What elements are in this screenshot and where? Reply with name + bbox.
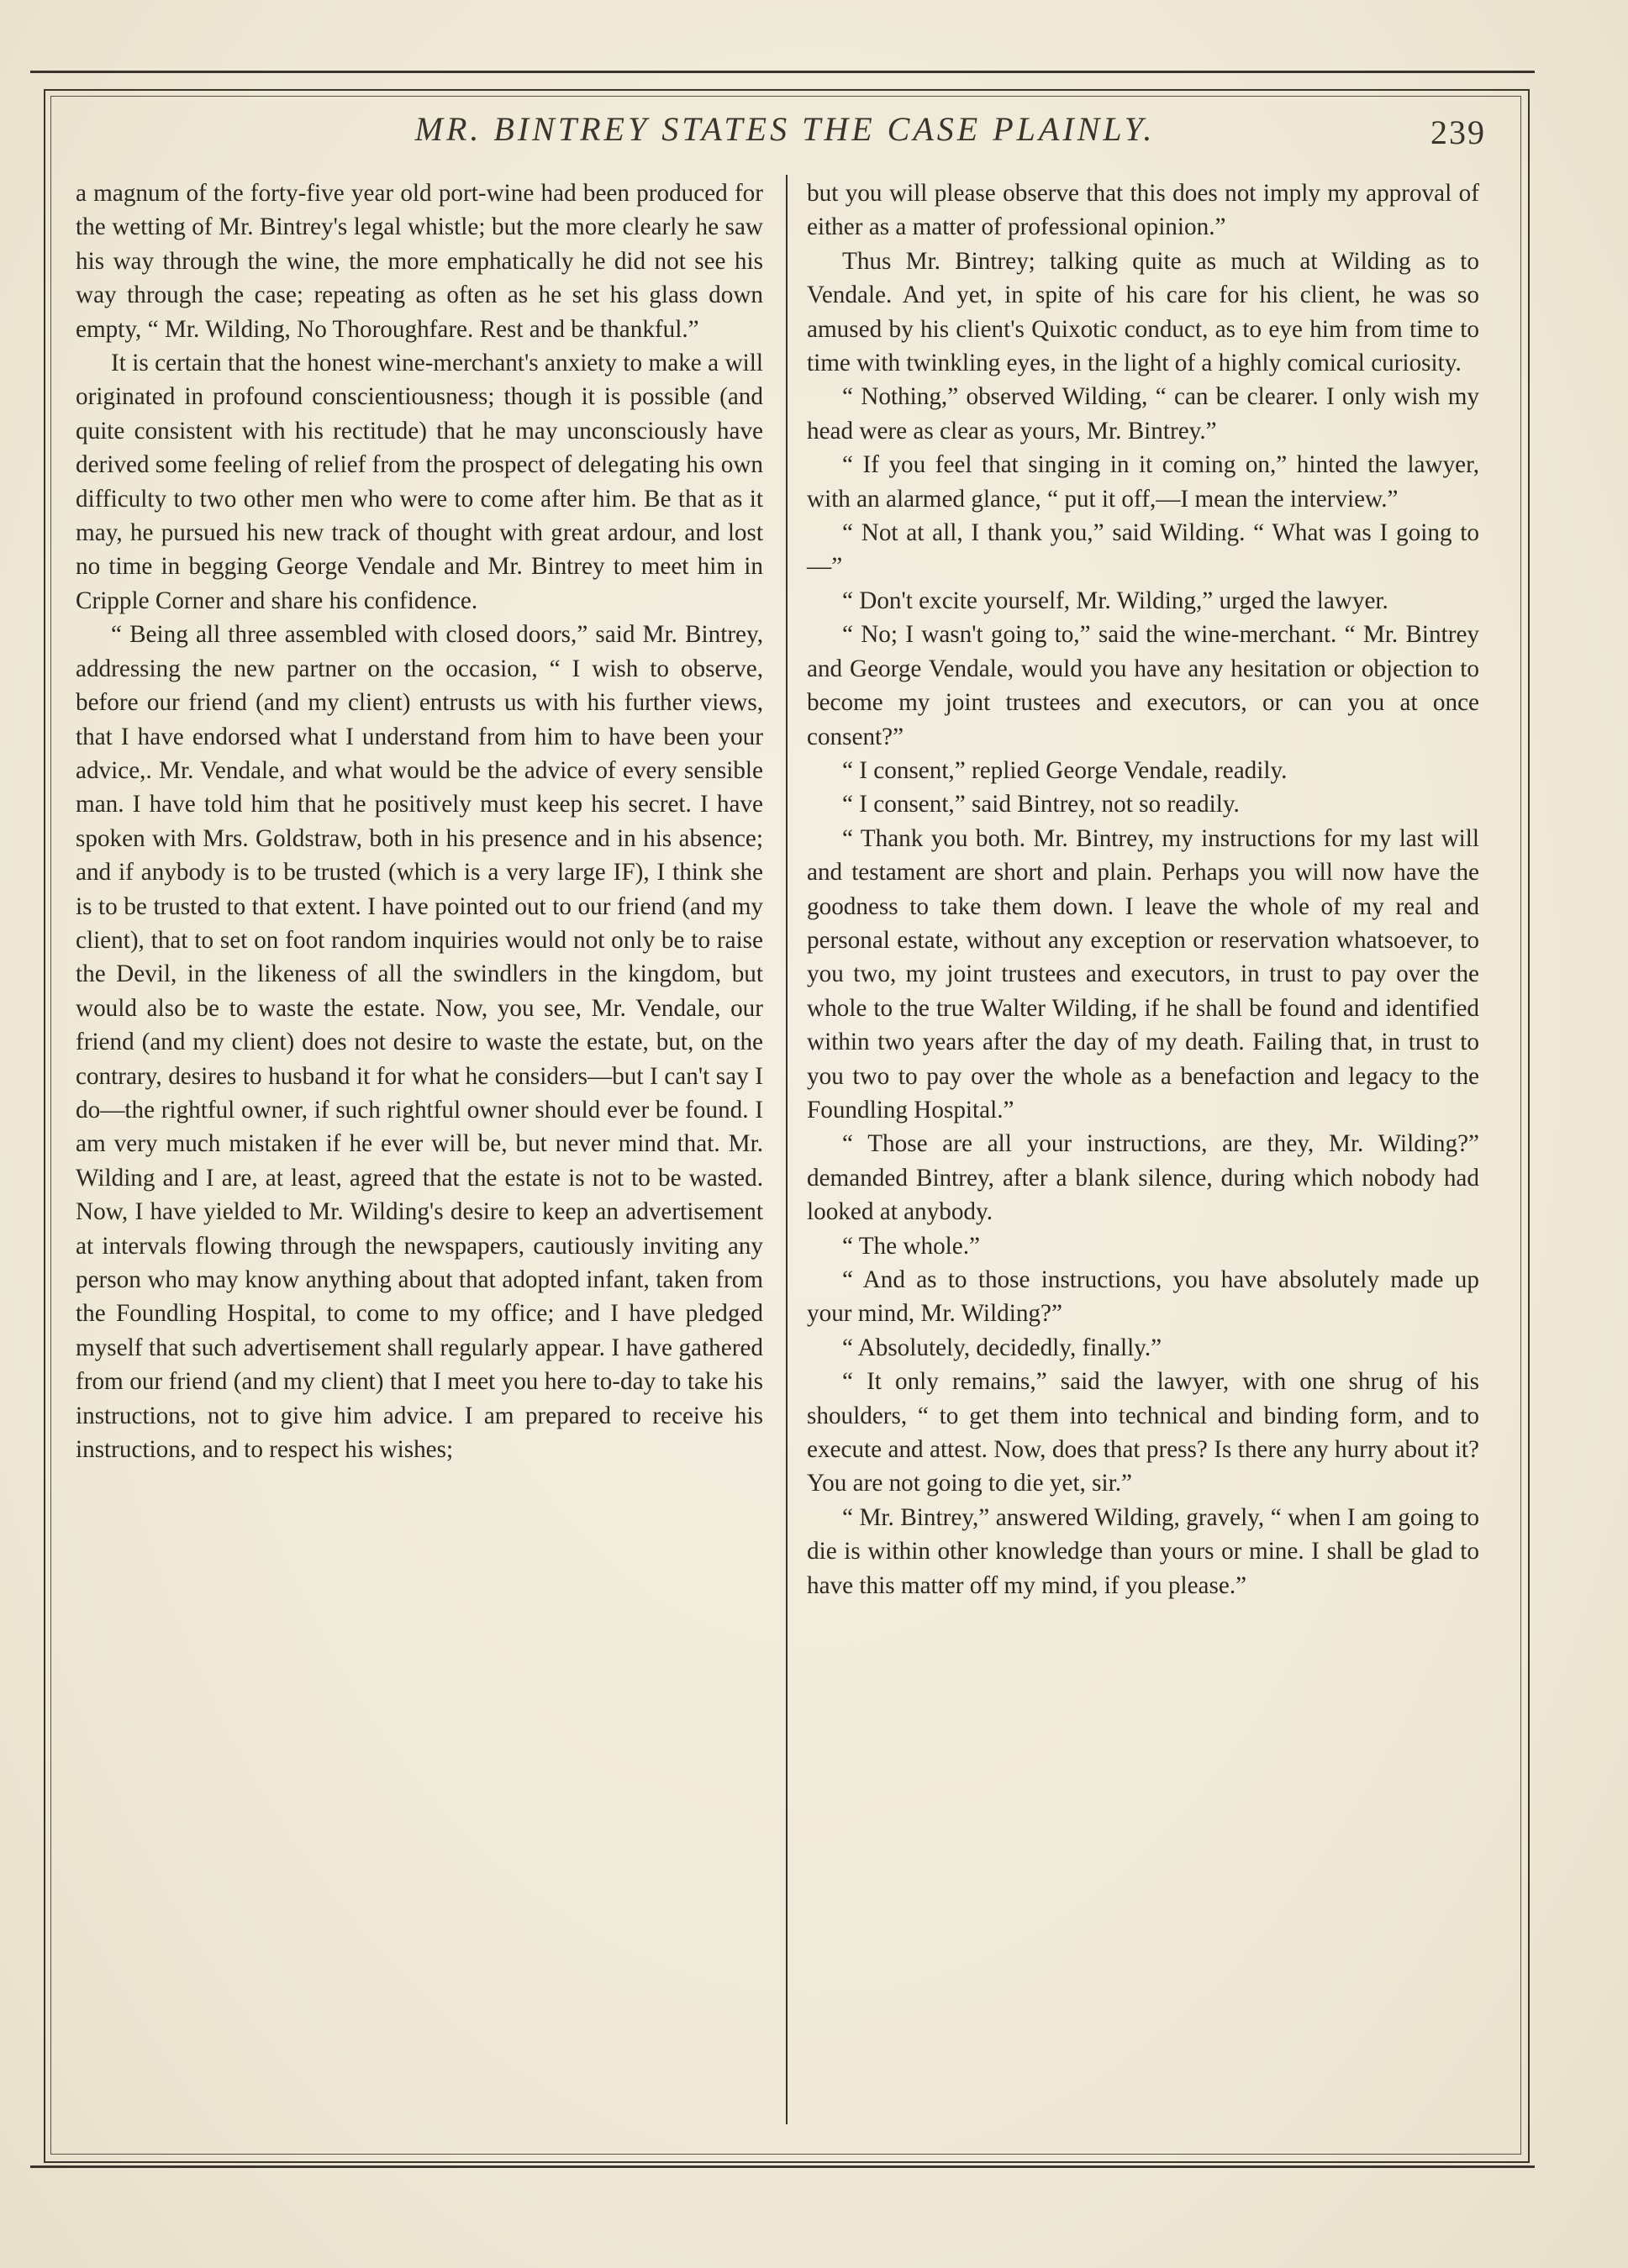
paragraph: “ Not at all, I thank you,” said Wilding. “ What was I going to—” [807, 519, 1479, 581]
paragraph: a magnum of the forty-five year old port-wine had been produced for the wetting of Mr. Bintrey's legal whistle; but the more clearly he saw his way through the wine, the more emphatically he did not see his way through the case; repeating as often as he set his glass down empty, “ Mr. Wilding, No Thoroughfare. Rest and be thankful.” [76, 180, 763, 343]
paragraph: It is certain that the honest wine-merchant's anxiety to make a will originated in profound conscientiousness; though it is possible (and quite consistent with his rectitude) that he may unconsciously have derived some feeling of relief from the prospect of delegating his own difficulty to two other men who were to come after him. Be that as it may, he pursued his new track of thought with great ardour, and lost no time in begging George Vendale and Mr. Bintrey to meet him in Cripple Corner and share his confidence. [76, 350, 763, 614]
paragraph: “ Those are all your instructions, are they, Mr. Wilding?” demanded Bintrey, after a blank silence, during which nobody had looked at anybody. [807, 1130, 1479, 1226]
paragraph: “ If you feel that singing in it coming on,” hinted the lawyer, with an alarmed glance, “ put it off,—I mean the interview.” [807, 451, 1479, 513]
paragraph: Thus Mr. Bintrey; talking quite as much at Wilding as to Vendale. And yet, in spite of his care for his client, he was so amused by his client's Quixotic conduct, as to eye him from time to time with twinkling eyes, in the light of a highly comical curiosity. [807, 247, 1479, 377]
paragraph: “ Mr. Bintrey,” answered Wilding, gravely, “ when I am going to die is within other knowledge than yours or mine. I shall be glad to have this matter off my mind, if you please.” [807, 1503, 1479, 1599]
paragraph: “ Don't excite yourself, Mr. Wilding,” urged the lawyer. [842, 587, 1388, 614]
page-header [50, 103, 1520, 161]
paragraph: “ Nothing,” observed Wilding, “ can be clearer. I only wish my head were as clear as yours, Mr. Bintrey.” [807, 383, 1479, 445]
right-column [807, 176, 1479, 2126]
paragraph: “ I consent,” said Bintrey, not so readily. [842, 791, 1240, 818]
paragraph: “ No; I wasn't going to,” said the wine-merchant. “ Mr. Bintrey and George Vendale, would you have any hesitation or objection to become my joint trustees and executors, or can you at once consent?” [807, 621, 1479, 750]
paragraph: “ And as to those instructions, you have absolutely made up your mind, Mr. Wilding?” [807, 1266, 1479, 1328]
paragraph: “ Thank you both. Mr. Bintrey, my instructions for my last will and testament are short and plain. Perhaps you will now have the goodness to take them down. I leave the whole of my real and personal estate, without any exception or reservation whatsoever, to you two, my joint trustees and executors, in trust to pay over the whole to the true Walter Wilding, if he shall be found and identified within two years after the day of my death. Failing that, in trust to you two to pay over the whole as a benefaction and legacy to the Foundling Hospital.” [807, 824, 1479, 1123]
paragraph: “ I consent,” replied George Vendale, readily. [842, 756, 1288, 784]
page-number: 239 [1430, 113, 1486, 151]
paragraph: but you will please observe that this does not imply my approval of either as a matter of professional opinion.” [807, 180, 1479, 241]
paragraph: “ Being all three assembled with closed doors,” said Mr. Bintrey, addressing the new partner on the occasion, “ I wish to observe, before our friend (and my client) entrusts us with his further views, that I have endorsed what I understand from him to have been your advice,. Mr. Vendale, and what would be the advice of every sensible man. I have told him that he positively must keep his secret. I have spoken with Mrs. Goldstraw, both in his presence and in his absence; and if anybody is to be trusted (which is a very large IF), I think she is to be trusted to that extent. I have pointed out to our friend (and my client), that to set on foot random inquiries would not only be to raise the Devil, in the likeness of all the swindlers in the kingdom, but would also be to waste the estate. Now, you see, Mr. Vendale, our friend (and my client) does not desire to waste the estate, but, on the contrary, desires to husband it for what he considers—but I can't say I do—the rightful owner, if such rightful owner should ever be found. I am very much mistaken if he ever will be, but never mind that. Mr. Wilding and I are, at least, agreed that the estate is not to be wasted. Now, I have yielded to Mr. Wilding's desire to keep an advertisement at intervals flowing through the newspapers, cautiously inviting any person who may know anything about that adopted infant, taken from the Foundling Hospital, to come to my office; and I have pledged myself that such advertisement shall regularly appear. I have gathered from our friend (and my client) that I meet you here to-day to take his instructions, not to give him advice. I am prepared to receive his instructions, and to respect his wishes; [76, 621, 763, 1464]
paragraph: “ The whole.” [842, 1232, 980, 1260]
running-title: MR. BINTREY STATES THE CASE PLAINLY. [414, 110, 1156, 148]
column-divider [786, 175, 788, 2124]
paragraph: “ It only remains,” said the lawyer, with one shrug of his shoulders, “ to get them into technical and binding form, and to execute and attest. Now, does that press? Is there any hurry about it? You are not going to die yet, sir.” [807, 1368, 1479, 1497]
left-column [76, 176, 763, 2126]
paragraph: “ Absolutely, decidedly, finally.” [842, 1334, 1162, 1361]
